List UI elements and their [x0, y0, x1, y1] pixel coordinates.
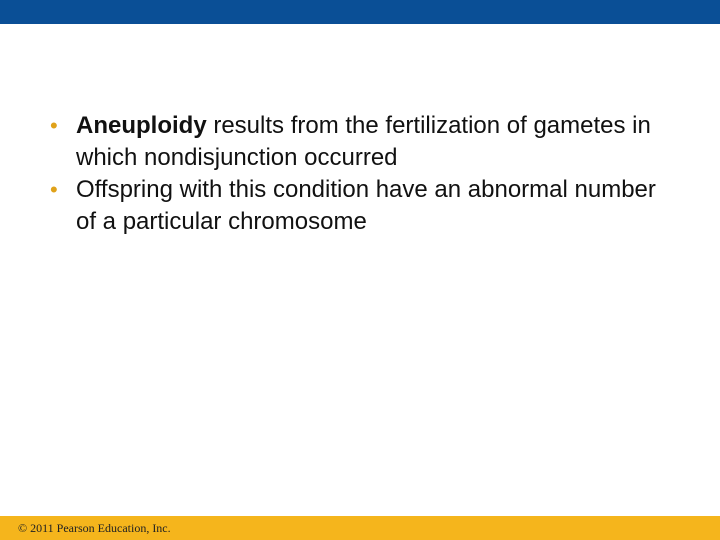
bullet-term: Aneuploidy — [76, 112, 207, 139]
bullet-item-offspring — [50, 174, 670, 238]
bullet-icon: • — [50, 113, 58, 138]
bullet-item-aneuploidy — [50, 110, 670, 174]
bullet-text: Offspring with this condition have an abnormal number of a particular chromosome — [76, 176, 656, 235]
header-bar — [0, 0, 720, 24]
footer-bar — [0, 516, 720, 540]
copyright-text: © 2011 Pearson Education, Inc. — [18, 521, 171, 535]
bullet-list — [50, 110, 670, 238]
bullet-icon: • — [50, 177, 58, 202]
bullet-text: results from the fertilization of gametes in which nondisjunction occurred — [76, 112, 651, 171]
